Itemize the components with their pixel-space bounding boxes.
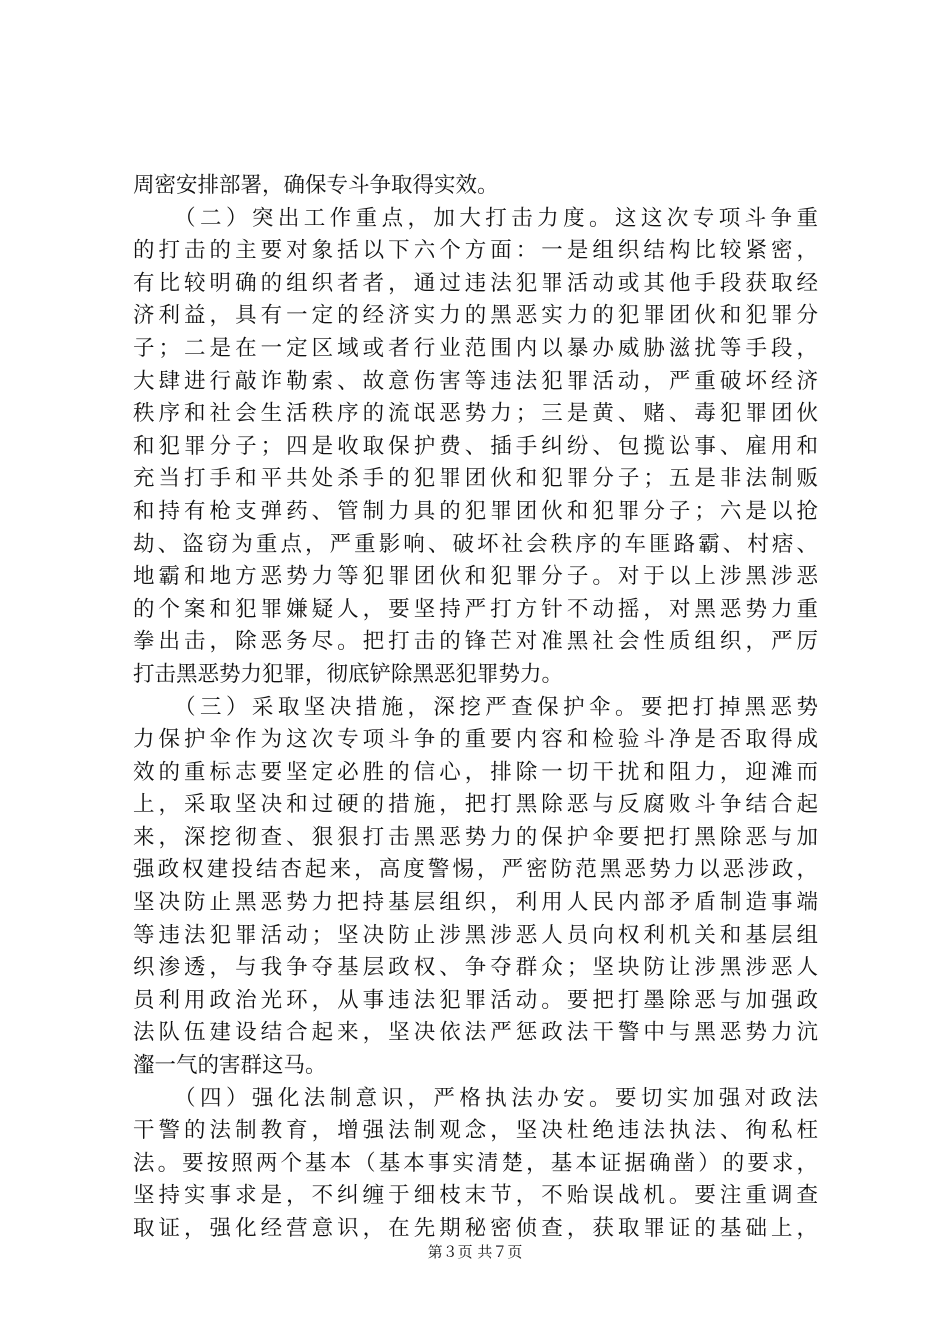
page-footer: 第３页 共７页 <box>427 1243 523 1261</box>
text-line: 和持有枪支弹药、管制力具的犯罪团伙和犯罪分子；六是以抢 <box>133 498 818 524</box>
text-line: 济利益，具有一定的经济实力的黑恶实力的犯罪团伙和犯罪分 <box>133 303 818 329</box>
text-line: 地霸和地方恶势力等犯罪团伙和犯罪分子。对于以上涉黑涉恶 <box>133 564 818 590</box>
text-line: 力保护伞作为这次专项斗争的重要内容和检验斗净是否取得成 <box>133 727 818 753</box>
text-line: 强政权建投结杏起来，高度警惕，严密防范黑恶势力以恶涉政， <box>133 857 818 883</box>
text-line: 员利用政治光环，从事违法犯罪活动。要把打墨除恶与加强政 <box>133 987 818 1013</box>
text-line: 子；二是在一定区域或者行业范围内以暴办威胁滋扰等手段， <box>133 335 818 361</box>
text-line: 劫、盗窃为重点，严重影响、破坏社会秩序的车匪路霸、村痞、 <box>133 531 818 557</box>
text-line: 和犯罪分子；四是收取保护费、插手纠纷、包揽讼事、雇用和 <box>133 433 818 459</box>
text-line: 大肆进行敲诈勒索、故意伤害等违法犯罪活动，严重破坏经济 <box>133 368 818 394</box>
text-line: 瀣一气的害群这马。 <box>133 1053 327 1079</box>
text-line: 法队伍建设结合起来，坚决依法严惩政法干警中与黑恶势力沆 <box>133 1020 818 1046</box>
text-line: 坚决防止黑恶势力把持基层组织，利用人民内部矛盾制造事端 <box>133 890 818 916</box>
text-line: 的打击的主要对象括以下六个方面：一是组织结构比较紧密， <box>133 238 818 264</box>
text-line: 秩序和社会生活秩序的流氓恶势力；三是黄、赌、毒犯罪团伙 <box>133 401 818 427</box>
text-line: 来，深挖彻查、狠狠打击黑恶势力的保护伞要把打黑除恶与加 <box>133 824 818 850</box>
text-line: 打击黑恶势力犯罪，彻底铲除黑恶犯罪势力。 <box>133 661 564 687</box>
text-line: 拳出击，除恶务尽。把打击的锋芒对准黑社会性质组织，严厉 <box>133 629 818 655</box>
text-line: 有比较明确的组织者者，通过违法犯罪活动或其他手段获取经 <box>133 270 818 296</box>
text-line: 效的重标志要坚定必胜的信心，排除一切干扰和阻力，迎滩而 <box>133 759 818 785</box>
text-line: 周密安排部署，确保专斗争取得实效。 <box>133 173 499 198</box>
text-line: 上，采取坚决和过硬的措施，把打黑除恶与反腐败斗争结合起 <box>133 792 818 818</box>
text-line: 干警的法制教育，增强法制观念，坚决杜绝违法执法、徇私枉 <box>133 1118 818 1144</box>
text-line: 坚持实事求是，不纠缠于细枝末节，不贻误战机。要注重调查 <box>133 1183 818 1209</box>
text-line: 的个案和犯罪嫌疑人，要坚持严打方针不动摇，对黑恶势力重 <box>133 596 818 622</box>
text-line: （三）采取坚决措施，深挖严查保护伞。要把打掉黑恶势 <box>133 694 818 720</box>
text-line: （二）突出工作重点，加大打击力度。这这次专项斗争重 <box>133 205 818 231</box>
text-line: 充当打手和平共处杀手的犯罪团伙和犯罪分子；五是非法制贩 <box>133 466 818 492</box>
text-line: （四）强化法制意识，严格执法办安。要切实加强对政法 <box>133 1085 818 1111</box>
document-body <box>133 170 818 1246</box>
text-line: 法。要按照两个基本（基本事实清楚，基本证据确凿）的要求， <box>133 1150 818 1176</box>
text-line: 织渗透，与我争夺基层政权、争夺群众；坚块防让涉黑涉恶人 <box>133 955 818 981</box>
text-line: 取证，强化经营意识，在先期秘密侦查，获取罪证的基础上， <box>133 1216 818 1241</box>
text-line: 等违法犯罪活动；坚决防止涉黑涉恶人员向权利机关和基层组 <box>133 922 818 948</box>
